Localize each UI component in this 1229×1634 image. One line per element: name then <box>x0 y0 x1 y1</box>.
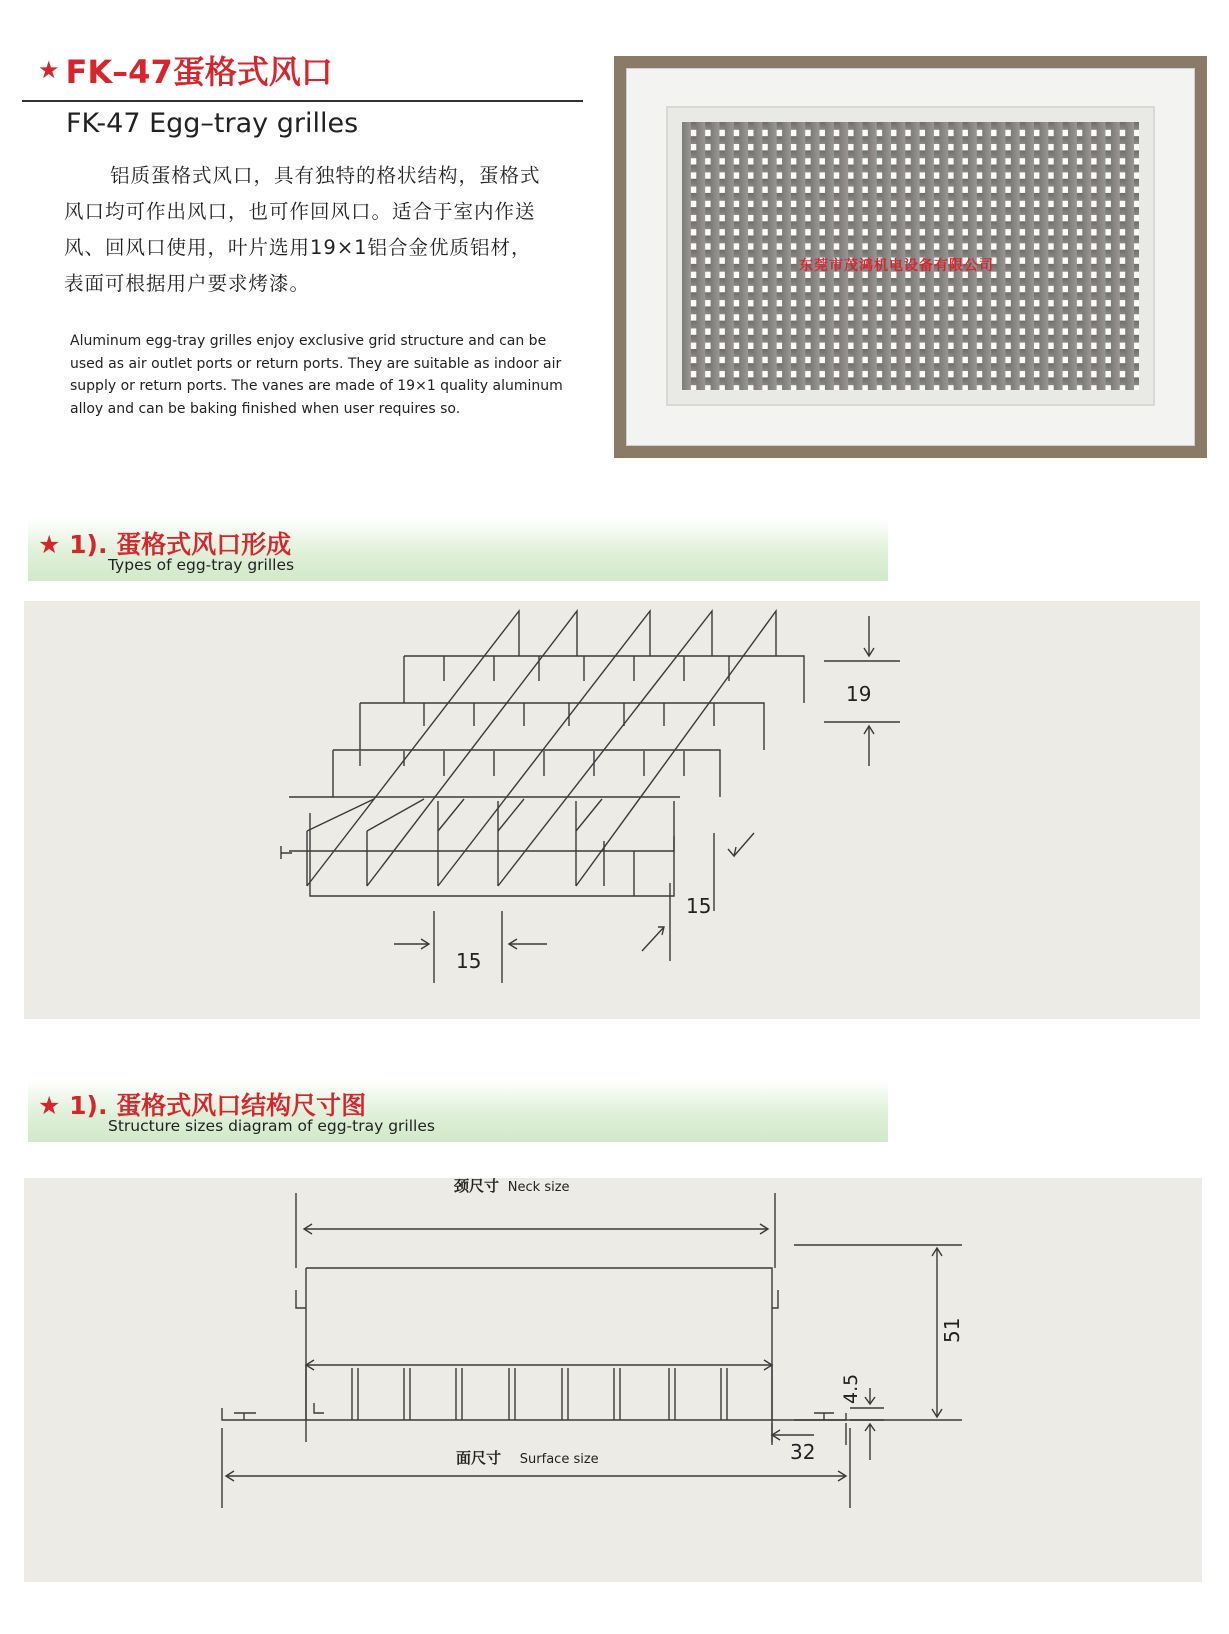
egg-tray-isometric-drawing <box>24 601 1200 1019</box>
section1-header <box>28 519 888 581</box>
star-icon: ★ <box>38 1091 61 1120</box>
structure-sizes-diagram <box>24 1178 1202 1582</box>
dim-15-depth-label: 15 <box>686 894 712 918</box>
description-english: Aluminum egg-tray grilles enjoy exclusive grid structure and can be used as air outlet ports or return ports. They are suitable as indoor air supply or return ports. The vanes are made of 19×1 quality aluminum alloy and can be baking finished when user requires so. <box>70 333 563 417</box>
title-row <box>38 50 333 90</box>
photo-watermark: 东莞市茂鸿机电设备有限公司 <box>799 258 994 274</box>
section2-header <box>28 1080 888 1142</box>
dim-32-label: 32 <box>790 1440 816 1464</box>
egg-tray-types-diagram <box>24 601 1200 1019</box>
dim-4-5-label: 4.5 <box>840 1373 862 1404</box>
grid-lines <box>281 611 804 896</box>
dim-15-width-label: 15 <box>456 949 482 973</box>
star-icon: ★ <box>38 56 60 84</box>
star-icon: ★ <box>38 530 61 559</box>
dim-51-label: 51 <box>940 1317 964 1343</box>
product-photo <box>614 56 1207 458</box>
grille-frame <box>626 68 1195 446</box>
description-chinese: 铝质蛋格式风口，具有独特的格状结构，蛋格式风口均可作出风口，也可作回风口。适合于室内作送风、回风口使用，叶片选用19×1铝合金优质铝材，表面可根据用户要求烤漆。 <box>64 164 541 295</box>
section1-title-cn: ★ 1). 蛋格式风口形成 <box>38 530 292 559</box>
title-divider <box>22 100 583 102</box>
section1-title-en: Types of egg-tray grilles <box>108 556 295 574</box>
neck-size-label: 颈尺寸 Neck size <box>454 1178 570 1195</box>
surface-size-label: 面尺寸 Surface size <box>456 1449 599 1467</box>
structure-section-drawing <box>24 1178 1202 1582</box>
page-subtitle: FK-47 Egg–tray grilles <box>66 108 359 139</box>
section2-title-en: Structure sizes diagram of egg-tray grilles <box>108 1117 435 1135</box>
section2-title-cn: ★ 1). 蛋格式风口结构尺寸图 <box>38 1091 367 1120</box>
dim-19-label: 19 <box>846 682 872 706</box>
page-title: FK–47蛋格式风口 <box>65 53 333 91</box>
